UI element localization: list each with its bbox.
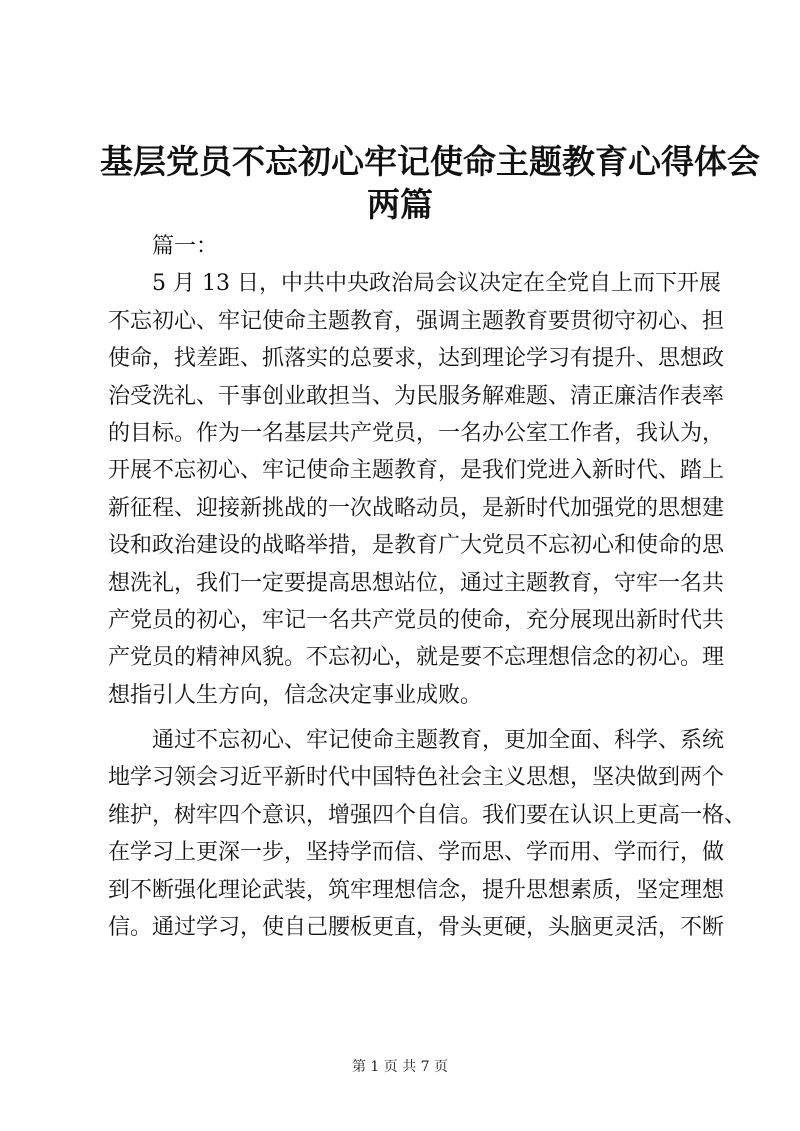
paragraph-line: 在学习上更深一步，坚持学而信、学而思、学而用、学而行，做: [108, 840, 725, 866]
paragraph-1: [108, 265, 725, 714]
paragraph-line: 信。通过学习，使自己腰板更直，骨头更硬，头脑更灵活，不断: [108, 915, 725, 941]
paragraph-line: 想洗礼，我们一定要提高思想站位，通过主题教育，守牢一名共: [108, 570, 725, 596]
paragraph-2: [108, 722, 747, 946]
paragraph-line: 治受洗礼、干事创业敢担当、为民服务解难题、清正廉洁作表率: [108, 383, 725, 409]
paragraph-line: 产党员的精神风貌。不忘初心，就是要不忘理想信念的初心。理: [108, 645, 725, 671]
page-footer: 第 1 页 共 7 页: [351, 1059, 449, 1075]
title-line-2: 两篇: [367, 185, 433, 224]
paragraph-line: 通过不忘初心、牢记使命主题教育，更加全面、科学、系统: [152, 728, 725, 754]
paragraph-line: 地学习领会习近平新时代中国特色社会主义思想，坚决做到两个: [108, 765, 725, 791]
paragraph-line: 开展不忘初心、牢记使命主题教育，是我们党进入新时代、踏上: [108, 458, 725, 484]
section-heading: 篇一：: [152, 234, 219, 259]
paragraph-line: 使命，找差距、抓落实的总要求，达到理论学习有提升、思想政: [108, 346, 725, 372]
paragraph-line: 设和政治建设的战略举措，是教育广大党员不忘初心和使命的思: [108, 533, 725, 559]
document-body: [108, 228, 747, 946]
paragraph-line: 到不断强化理论武装，筑牢理想信念，提升思想素质，坚定理想: [108, 877, 725, 903]
paragraph-line: 不忘初心、牢记使命主题教育，强调主题教育要贯彻守初心、担: [108, 308, 725, 334]
paragraph-line: 5 月 13 日，中共中央政治局会议决定在全党自上而下开展: [152, 271, 721, 297]
title-line-1: 基层党员不忘初心牢记使命主题教育心得体会: [100, 142, 760, 181]
paragraph-line: 的目标。作为一名基层共产党员，一名办公室工作者，我认为，: [108, 420, 725, 446]
paragraph-line: 产党员的初心，牢记一名共产党员的使命，充分展现出新时代共: [108, 607, 725, 633]
paragraph-line: 维护，树牢四个意识，增强四个自信。我们要在认识上更高一格、: [108, 802, 747, 828]
paragraph-line: 新征程、迎接新挑战的一次战略动员，是新时代加强党的思想建: [108, 495, 725, 521]
document-title: [100, 140, 760, 226]
paragraph-line: 想指引人生方向，信念决定事业成败。: [108, 682, 483, 708]
